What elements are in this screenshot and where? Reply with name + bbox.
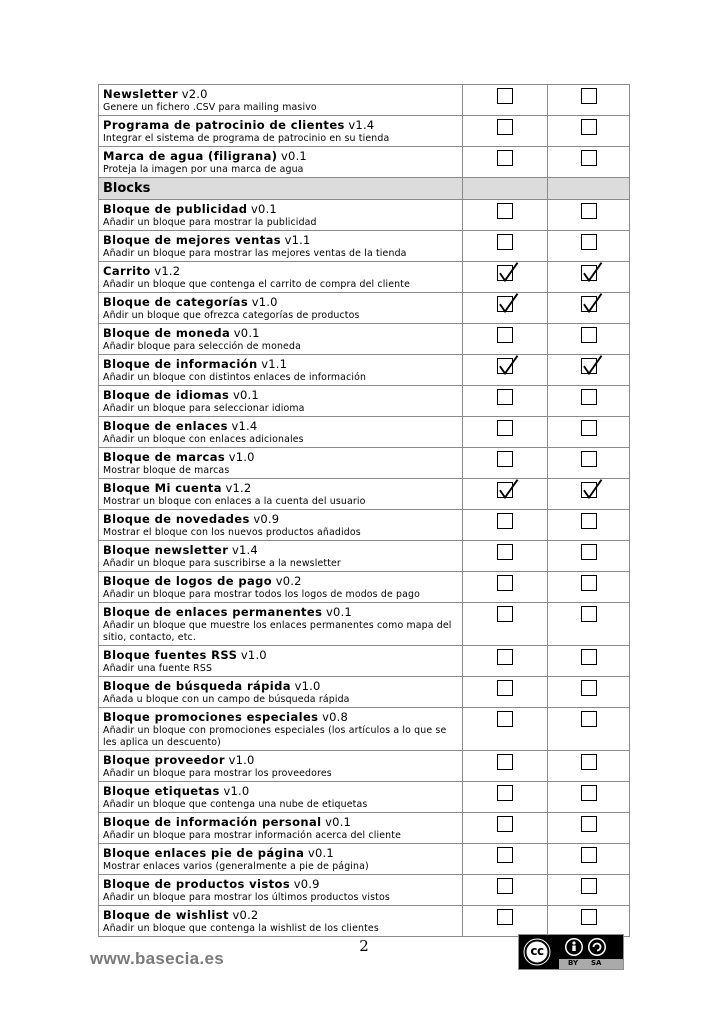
- col1-cell: [463, 751, 548, 782]
- module-heading: [103, 815, 458, 830]
- module-heading: [103, 233, 458, 248]
- col2-cell: [548, 147, 630, 178]
- module-row: [99, 85, 630, 116]
- section-title: Blocks: [103, 181, 151, 196]
- module-heading: [103, 388, 458, 403]
- module-cell: [99, 231, 463, 262]
- module-row: [99, 572, 630, 603]
- col1-cell: [463, 677, 548, 708]
- unchecked-checkbox[interactable]: [581, 119, 597, 135]
- col2-cell: [548, 572, 630, 603]
- module-heading: [103, 326, 458, 341]
- module-row: [99, 116, 630, 147]
- unchecked-checkbox[interactable]: [497, 575, 513, 591]
- module-version: v1.0: [240, 648, 267, 662]
- module-version: v0.1: [233, 326, 260, 340]
- module-name: Bloque de logos de pago: [103, 574, 273, 588]
- checked-checkbox[interactable]: [581, 358, 597, 374]
- col1-cell: [463, 813, 548, 844]
- module-row: [99, 200, 630, 231]
- module-cell: [99, 677, 463, 708]
- col2-cell: [548, 875, 630, 906]
- check-mark-icon: [582, 354, 604, 376]
- module-heading: [103, 87, 458, 102]
- module-description: Añadir un bloque para suscribirse a la newsletter: [103, 558, 341, 569]
- unchecked-checkbox[interactable]: [497, 150, 513, 166]
- module-cell: [99, 603, 463, 646]
- unchecked-checkbox[interactable]: [497, 711, 513, 727]
- unchecked-checkbox[interactable]: [581, 649, 597, 665]
- col2-cell: [548, 324, 630, 355]
- module-heading: [103, 679, 458, 694]
- module-cell: [99, 200, 463, 231]
- module-version: v1.0: [228, 450, 255, 464]
- module-name: Bloque de enlaces: [103, 419, 228, 433]
- col1-cell: [463, 708, 548, 751]
- col1-cell: [463, 147, 548, 178]
- module-heading: [103, 295, 458, 310]
- col1-cell: [463, 875, 548, 906]
- checked-checkbox[interactable]: [497, 358, 513, 374]
- module-heading: [103, 149, 458, 164]
- module-version: v0.1: [281, 149, 307, 163]
- module-version: v0.9: [293, 877, 320, 891]
- col2-cell: [548, 844, 630, 875]
- unchecked-checkbox[interactable]: [581, 816, 597, 832]
- col2-cell: [548, 200, 630, 231]
- module-name: Programa de patrocinio de clientes: [103, 118, 345, 132]
- module-row: [99, 355, 630, 386]
- module-row: [99, 417, 630, 448]
- module-row: [99, 324, 630, 355]
- module-description: Añdir un bloque que ofrezca categorías de productos: [103, 310, 360, 321]
- module-description: Mostrar bloque de marcas: [103, 465, 230, 476]
- module-name: Bloque enlaces pie de página: [103, 846, 305, 860]
- checked-checkbox[interactable]: [581, 265, 597, 281]
- creative-commons-badge: [518, 934, 624, 970]
- unchecked-checkbox[interactable]: [581, 909, 597, 925]
- unchecked-checkbox[interactable]: [497, 785, 513, 801]
- module-cell: [99, 875, 463, 906]
- module-name: Bloque newsletter: [103, 543, 229, 557]
- unchecked-checkbox[interactable]: [497, 203, 513, 219]
- module-cell: [99, 751, 463, 782]
- module-heading: [103, 753, 458, 768]
- col1-cell: [463, 324, 548, 355]
- module-cell: [99, 448, 463, 479]
- module-heading: [103, 419, 458, 434]
- module-heading: [103, 450, 458, 465]
- col1-cell: [463, 417, 548, 448]
- module-cell: [99, 813, 463, 844]
- module-description: Añadir un bloque para mostrar las mejores ventas de la tienda: [103, 248, 407, 259]
- unchecked-checkbox[interactable]: [581, 606, 597, 622]
- module-version: v0.2: [275, 574, 302, 588]
- col1-cell: [463, 646, 548, 677]
- unchecked-checkbox[interactable]: [581, 754, 597, 770]
- module-name: Bloque de búsqueda rápida: [103, 679, 291, 693]
- module-description: Añadir un bloque para mostrar los últimos productos vistos: [103, 892, 390, 903]
- module-name: Bloque de categorías: [103, 295, 249, 309]
- module-name: Bloque de wishlist: [103, 908, 229, 922]
- unchecked-checkbox[interactable]: [581, 451, 597, 467]
- module-row: [99, 231, 630, 262]
- unchecked-checkbox[interactable]: [581, 150, 597, 166]
- col1-cell: [463, 262, 548, 293]
- module-description: Añadir una fuente RSS: [103, 663, 213, 674]
- module-name: Bloque de mejores ventas: [103, 233, 281, 247]
- module-description: Añadir un bloque para seleccionar idioma: [103, 403, 305, 414]
- col1-cell: [463, 541, 548, 572]
- module-description: Mostrar un bloque con enlaces a la cuenta del usuario: [103, 496, 366, 507]
- module-row: [99, 646, 630, 677]
- module-row: [99, 844, 630, 875]
- module-version: v1.0: [251, 295, 278, 309]
- unchecked-checkbox[interactable]: [581, 575, 597, 591]
- module-row: [99, 708, 630, 751]
- module-cell: [99, 708, 463, 751]
- module-version: v0.9: [253, 512, 280, 526]
- col2-cell: [548, 751, 630, 782]
- unchecked-checkbox[interactable]: [497, 847, 513, 863]
- module-description: Añadir un bloque con promociones especiales (los artículos a lo que se les aplica un descuento): [103, 725, 447, 748]
- module-name: Bloque etiquetas: [103, 784, 220, 798]
- module-heading: [103, 264, 458, 279]
- module-row: [99, 293, 630, 324]
- unchecked-checkbox[interactable]: [497, 680, 513, 696]
- unchecked-checkbox[interactable]: [581, 680, 597, 696]
- col1-cell: [463, 85, 548, 116]
- col2-cell: [548, 510, 630, 541]
- sa-label: SA: [591, 959, 602, 967]
- by-label: BY: [568, 959, 579, 967]
- module-row: [99, 751, 630, 782]
- unchecked-checkbox[interactable]: [581, 88, 597, 104]
- module-row: [99, 448, 630, 479]
- module-row: [99, 510, 630, 541]
- unchecked-checkbox[interactable]: [497, 389, 513, 405]
- col2-cell: [548, 646, 630, 677]
- module-row: [99, 479, 630, 510]
- module-cell: [99, 324, 463, 355]
- module-cell: [99, 147, 463, 178]
- col1-cell: [463, 844, 548, 875]
- module-version: v0.1: [307, 846, 334, 860]
- module-version: v2.0: [181, 87, 208, 101]
- module-row: [99, 677, 630, 708]
- module-heading: [103, 877, 458, 892]
- module-heading: [103, 481, 458, 496]
- check-mark-icon: [498, 478, 520, 500]
- module-name: Carrito: [103, 264, 151, 278]
- checked-checkbox[interactable]: [497, 482, 513, 498]
- module-heading: [103, 846, 458, 861]
- module-version: v1.2: [225, 481, 252, 495]
- unchecked-checkbox[interactable]: [497, 420, 513, 436]
- module-name: Bloque de información personal: [103, 815, 322, 829]
- checked-checkbox[interactable]: [497, 296, 513, 312]
- col1-cell: [463, 386, 548, 417]
- check-mark-icon: [498, 261, 520, 283]
- col1-cell: [463, 116, 548, 147]
- module-name: Newsletter: [103, 87, 179, 101]
- unchecked-checkbox[interactable]: [581, 544, 597, 560]
- module-row: [99, 906, 630, 937]
- modules-table: [98, 84, 630, 937]
- module-heading: [103, 784, 458, 799]
- module-name: Bloque de moneda: [103, 326, 231, 340]
- module-version: v0.1: [251, 202, 277, 216]
- module-description: Añadir un bloque con enlaces adicionales: [103, 434, 304, 445]
- module-row: [99, 782, 630, 813]
- module-heading: [103, 118, 458, 133]
- col1-cell: [463, 906, 548, 937]
- unchecked-checkbox[interactable]: [581, 711, 597, 727]
- col1-cell: [463, 603, 548, 646]
- module-name: Bloque de publicidad: [103, 202, 248, 216]
- module-version: v1.0: [223, 784, 250, 798]
- unchecked-checkbox[interactable]: [581, 513, 597, 529]
- unchecked-checkbox[interactable]: [497, 606, 513, 622]
- col2-cell: [548, 677, 630, 708]
- module-heading: [103, 512, 458, 527]
- module-version: v0.1: [325, 815, 352, 829]
- col2-cell: [548, 116, 630, 147]
- section-header-empty-cell: [463, 178, 548, 200]
- col2-cell: [548, 231, 630, 262]
- module-heading: [103, 202, 458, 217]
- module-name: Bloque Mi cuenta: [103, 481, 222, 495]
- module-version: v1.2: [154, 264, 181, 278]
- unchecked-checkbox[interactable]: [497, 234, 513, 250]
- unchecked-checkbox[interactable]: [497, 119, 513, 135]
- col1-cell: [463, 293, 548, 324]
- module-heading: [103, 710, 458, 725]
- col2-cell: [548, 85, 630, 116]
- col2-cell: [548, 603, 630, 646]
- check-mark-icon: [582, 261, 604, 283]
- module-row: [99, 262, 630, 293]
- module-description: Genere un fichero .CSV para mailing masivo: [103, 102, 317, 113]
- module-cell: [99, 293, 463, 324]
- unchecked-checkbox[interactable]: [497, 909, 513, 925]
- unchecked-checkbox[interactable]: [497, 754, 513, 770]
- module-cell: [99, 646, 463, 677]
- module-cell: [99, 355, 463, 386]
- module-row: [99, 386, 630, 417]
- module-version: v1.1: [284, 233, 311, 247]
- col2-cell: [548, 782, 630, 813]
- unchecked-checkbox[interactable]: [581, 785, 597, 801]
- col2-cell: [548, 293, 630, 324]
- module-cell: [99, 85, 463, 116]
- module-description: Mostrar el bloque con los nuevos productos añadidos: [103, 527, 361, 538]
- module-cell: [99, 782, 463, 813]
- module-name: Bloque fuentes RSS: [103, 648, 238, 662]
- col2-cell: [548, 355, 630, 386]
- module-cell: [99, 844, 463, 875]
- module-description: Añadir un bloque que contenga la wishlist de los clientes: [103, 923, 379, 934]
- cc-icon: cc: [530, 944, 544, 958]
- module-description: Añadir un bloque que contenga el carrito de compra del cliente: [103, 279, 410, 290]
- col2-cell: [548, 448, 630, 479]
- module-version: v1.1: [261, 357, 288, 371]
- col1-cell: [463, 231, 548, 262]
- module-cell: [99, 541, 463, 572]
- check-mark-icon: [498, 354, 520, 376]
- col2-cell: [548, 262, 630, 293]
- col2-cell: [548, 479, 630, 510]
- module-cell: [99, 510, 463, 541]
- module-cell: [99, 386, 463, 417]
- module-version: v1.0: [228, 753, 255, 767]
- check-mark-icon: [582, 478, 604, 500]
- col1-cell: [463, 479, 548, 510]
- module-row: [99, 147, 630, 178]
- module-name: Bloque de marcas: [103, 450, 226, 464]
- module-version: v1.0: [294, 679, 321, 693]
- unchecked-checkbox[interactable]: [497, 513, 513, 529]
- module-row: [99, 875, 630, 906]
- module-name: Bloque de productos vistos: [103, 877, 291, 891]
- col2-cell: [548, 906, 630, 937]
- module-heading: [103, 543, 458, 558]
- unchecked-checkbox[interactable]: [581, 203, 597, 219]
- module-version: v0.1: [326, 605, 352, 619]
- module-heading: [103, 908, 458, 923]
- module-row: [99, 603, 630, 646]
- module-cell: [99, 116, 463, 147]
- col2-cell: [548, 708, 630, 751]
- module-row: [99, 813, 630, 844]
- module-version: v1.4: [231, 543, 258, 557]
- check-mark-icon: [498, 292, 520, 314]
- module-name: Bloque de información: [103, 357, 258, 371]
- module-heading: [103, 574, 458, 589]
- module-cell: [99, 479, 463, 510]
- module-version: v0.1: [232, 388, 259, 402]
- unchecked-checkbox[interactable]: [497, 327, 513, 343]
- unchecked-checkbox[interactable]: [497, 451, 513, 467]
- check-mark-icon: [582, 292, 604, 314]
- module-name: Bloque de enlaces permanentes: [103, 605, 323, 619]
- module-cell: [99, 906, 463, 937]
- module-description: Añadir un bloque que contenga una nube de etiquetas: [103, 799, 368, 810]
- module-heading: [103, 648, 458, 663]
- unchecked-checkbox[interactable]: [581, 878, 597, 894]
- module-description: Integrar el sistema de programa de patrocinio en su tienda: [103, 133, 390, 144]
- unchecked-checkbox[interactable]: [497, 88, 513, 104]
- col1-cell: [463, 782, 548, 813]
- module-version: v0.8: [322, 710, 348, 724]
- document-page: [98, 84, 629, 937]
- unchecked-checkbox[interactable]: [581, 847, 597, 863]
- module-description: Añadir un bloque con distintos enlaces de información: [103, 372, 367, 383]
- checked-checkbox[interactable]: [497, 265, 513, 281]
- unchecked-checkbox[interactable]: [581, 389, 597, 405]
- col2-cell: [548, 386, 630, 417]
- module-version: v1.4: [231, 419, 258, 433]
- section-header-row: [99, 178, 630, 200]
- module-name: Marca de agua (filigrana): [103, 149, 278, 163]
- col1-cell: [463, 572, 548, 603]
- module-name: Bloque de idiomas: [103, 388, 230, 402]
- module-description: Mostrar enlaces varios (generalmente a pie de página): [103, 861, 369, 872]
- col2-cell: [548, 813, 630, 844]
- module-description: Añada u bloque con un campo de búsqueda rápida: [103, 694, 350, 705]
- unchecked-checkbox[interactable]: [497, 544, 513, 560]
- col2-cell: [548, 541, 630, 572]
- module-description: Añadir un bloque para mostrar todos los logos de modos de pago: [103, 589, 420, 600]
- module-heading: [103, 605, 458, 620]
- unchecked-checkbox[interactable]: [581, 420, 597, 436]
- module-version: v0.2: [232, 908, 259, 922]
- module-description: Añadir un bloque para mostrar los proveedores: [103, 768, 332, 779]
- unchecked-checkbox[interactable]: [581, 234, 597, 250]
- col1-cell: [463, 355, 548, 386]
- module-description: Añadir bloque para selección de moneda: [103, 341, 301, 352]
- website-url: www.basecia.es: [90, 949, 224, 968]
- checked-checkbox[interactable]: [581, 296, 597, 312]
- section-header-cell: [99, 178, 463, 200]
- col1-cell: [463, 448, 548, 479]
- module-cell: [99, 262, 463, 293]
- col1-cell: [463, 510, 548, 541]
- module-heading: [103, 357, 458, 372]
- module-version: v1.4: [348, 118, 375, 132]
- col1-cell: [463, 200, 548, 231]
- checked-checkbox[interactable]: [581, 482, 597, 498]
- module-name: Bloque proveedor: [103, 753, 225, 767]
- module-row: [99, 541, 630, 572]
- unchecked-checkbox[interactable]: [497, 816, 513, 832]
- page-number: 2: [359, 937, 369, 955]
- module-description: Añadir un bloque para mostrar la publicidad: [103, 217, 317, 228]
- module-description: Añadir un bloque que muestre los enlaces permanentes como mapa del sitio, contacto, etc.: [103, 620, 452, 643]
- unchecked-checkbox[interactable]: [497, 878, 513, 894]
- col2-cell: [548, 417, 630, 448]
- unchecked-checkbox[interactable]: [497, 649, 513, 665]
- unchecked-checkbox[interactable]: [581, 327, 597, 343]
- module-cell: [99, 417, 463, 448]
- section-header-empty-cell: [548, 178, 630, 200]
- module-cell: [99, 572, 463, 603]
- module-name: Bloque de novedades: [103, 512, 250, 526]
- module-description: Proteja la imagen por una marca de agua: [103, 164, 304, 175]
- module-name: Bloque promociones especiales: [103, 710, 319, 724]
- module-description: Añadir un bloque para mostrar información acerca del cliente: [103, 830, 402, 841]
